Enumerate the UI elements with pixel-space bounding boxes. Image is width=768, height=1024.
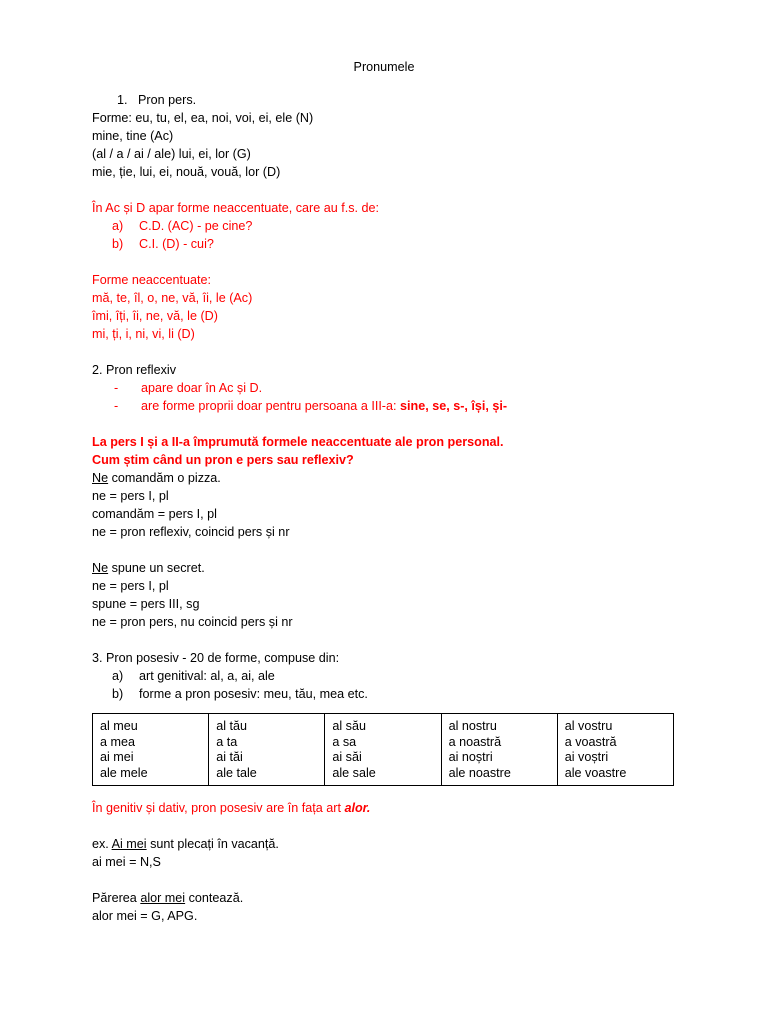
cell-line: ai tăi [216, 750, 243, 764]
sec2-analysis-line: ne = pers I, pl [92, 489, 169, 503]
document-page [92, 58, 682, 925]
sec1-red-line: îmi, îți, îi, ne, vă, le (D) [92, 309, 218, 323]
underlined-word: Ne [92, 561, 109, 575]
sec1-line: mie, ție, lui, ei, nouă, vouă, lor (D) [92, 165, 281, 179]
sec2-analysis-line: ne = pron reflexiv, coincid pers și nr [92, 525, 290, 539]
dash-text: apare doar în Ac și D. [141, 381, 263, 395]
sec3-analysis-line: alor mei = G, APG. [92, 909, 198, 923]
cell-line: ale voastre [564, 765, 627, 780]
list-marker: a) [112, 219, 124, 233]
sec3-heading: 3. Pron posesiv - 20 de forme, compuse din: [92, 651, 340, 665]
sec3-example [92, 889, 682, 907]
cell-line: al său [332, 719, 366, 733]
list-text: forme a pron posesiv: meu, tău, mea etc. [139, 687, 368, 701]
table-cell [93, 714, 209, 786]
dash-bold-forms: sine, se, s-, își, și- [400, 399, 508, 413]
sec1-heading [92, 91, 682, 109]
cell-line: a mea [100, 734, 136, 749]
sec2-bold-rule: La pers I și a II-a împrumută formele neaccentuate ale pron personal. [92, 435, 504, 449]
cell-line: ai noștri [448, 750, 493, 764]
example-text: spune un secret. [108, 561, 205, 575]
dash-marker: - [114, 399, 119, 413]
cell-line: ai voștri [564, 750, 609, 764]
sec3-item [92, 667, 682, 685]
sec1-red-line: mi, ți, i, ni, vi, li (D) [92, 327, 195, 341]
cell-line: a noastră [448, 734, 502, 749]
sec1-heading-number: 1. [117, 93, 128, 107]
example-text: contează. [185, 891, 244, 905]
sec2-heading: 2. Pron reflexiv [92, 363, 176, 377]
sec3-red-note [92, 799, 682, 817]
list-text: art genitival: al, a, ai, ale [139, 669, 275, 683]
sec1-red-intro: În Ac și D apar forme neaccentuate, care au f.s. de: [92, 201, 380, 215]
cell-line: al nostru [448, 719, 497, 733]
example-text: comandăm o pizza. [108, 471, 221, 485]
table-cell [557, 714, 673, 786]
list-marker: b) [112, 237, 124, 251]
note-text: În genitiv și dativ, pron posesiv are în fața art [92, 801, 345, 815]
example-text: sunt plecați în vacanță. [146, 837, 279, 851]
cell-line: ai săi [332, 750, 362, 764]
cell-line: ale mele [100, 765, 148, 780]
cell-line: ale noastre [448, 765, 511, 780]
cell-line: ai mei [100, 750, 134, 764]
sec2-analysis-line: ne = pers I, pl [92, 579, 169, 593]
sec2-dash-item [92, 379, 682, 397]
page-title: Pronumele [353, 60, 415, 74]
dash-text: are forme proprii doar pentru persoana a III-a: [141, 399, 401, 413]
sec2-bold-question: Cum știm când un pron e pers sau reflexiv? [92, 453, 354, 467]
list-text: C.D. (AC) - pe cine? [139, 219, 253, 233]
sec2-analysis-line: comandăm = pers I, pl [92, 507, 217, 521]
cell-line: al vostru [564, 719, 613, 733]
cell-line: ale sale [332, 765, 376, 780]
sec1-heading-text: Pron pers. [138, 93, 197, 107]
sec2-example [92, 469, 682, 487]
cell-line: ale tale [216, 765, 257, 780]
list-text: C.I. (D) - cui? [139, 237, 214, 251]
list-marker: a) [112, 669, 124, 683]
table-row [93, 714, 674, 786]
possessive-table [92, 713, 674, 786]
cell-line: al meu [100, 719, 138, 733]
sec3-analysis-line: ai mei = N,S [92, 855, 161, 869]
example-prefix: Părerea [92, 891, 141, 905]
sec1-line: Forme: eu, tu, el, ea, noi, voi, ei, ele (N) [92, 111, 314, 125]
sec1-red-line: mă, te, îl, o, ne, vă, îi, le (Ac) [92, 291, 253, 305]
table-cell [325, 714, 441, 786]
sec2-dash-item [92, 397, 682, 415]
dash-marker: - [114, 381, 119, 395]
example-prefix: ex. [92, 837, 112, 851]
cell-line: a ta [216, 734, 238, 749]
list-marker: b) [112, 687, 124, 701]
sec3-example [92, 835, 682, 853]
sec1-line: (al / a / ai / ale) lui, ei, lor (G) [92, 147, 251, 161]
cell-line: a voastră [564, 734, 617, 749]
underlined-word: Ne [92, 471, 109, 485]
note-bold-word: alor. [344, 801, 371, 815]
sec1-red-item [92, 235, 682, 253]
cell-line: a sa [332, 734, 357, 749]
underlined-word: Ai mei [111, 837, 147, 851]
underlined-word: alor mei [140, 891, 186, 905]
sec3-item [92, 685, 682, 703]
sec2-analysis-line: ne = pron pers, nu coincid pers și nr [92, 615, 293, 629]
sec2-example [92, 559, 682, 577]
sec2-analysis-line: spune = pers III, sg [92, 597, 200, 611]
sec1-line: mine, tine (Ac) [92, 129, 174, 143]
sec1-red-item [92, 217, 682, 235]
cell-line: al tău [216, 719, 247, 733]
sec1-red-line: Forme neaccentuate: [92, 273, 212, 287]
table-cell [441, 714, 557, 786]
table-cell [209, 714, 325, 786]
